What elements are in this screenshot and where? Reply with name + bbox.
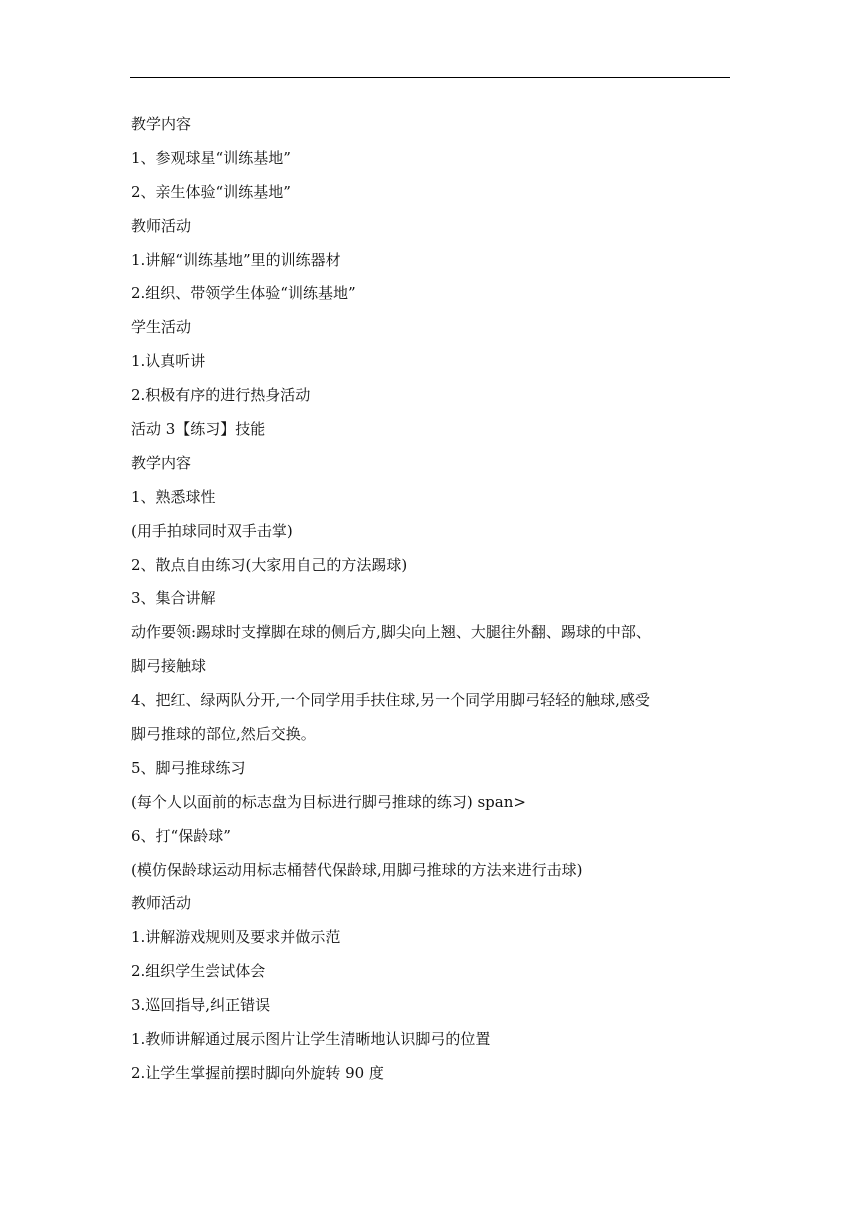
activity-heading: 活动 3【练习】技能 — [131, 420, 266, 439]
section-heading-teacher-activity: 教师活动 — [131, 216, 192, 235]
section-heading-student-activity: 学生活动 — [131, 318, 192, 337]
text-line: 1.讲解“训练基地”里的训练器材 — [131, 250, 341, 269]
text-line: (模仿保龄球运动用标志桶替代保龄球,用脚弓推球的方法来进行击球) — [131, 860, 583, 879]
text-line: 1.讲解游戏规则及要求并做示范 — [131, 928, 341, 947]
text-line: 3、集合讲解 — [131, 589, 216, 608]
text-line: 2、亲生体验“训练基地” — [131, 182, 291, 201]
text-line: 4、把红、绿两队分开,一个同学用手扶住球,另一个同学用脚弓轻轻的触球,感受 — [131, 691, 650, 710]
text-line: 2.组织学生尝试体会 — [131, 962, 266, 981]
text-line: 6、打“保龄球” — [131, 826, 231, 845]
text-line: 2.组织、带领学生体验“训练基地” — [131, 284, 356, 303]
text-line: (每个人以面前的标志盘为目标进行脚弓推球的练习) span> — [131, 792, 526, 811]
text-line: 1.教师讲解通过展示图片让学生清晰地认识脚弓的位置 — [131, 1030, 491, 1049]
text-line: 2.积极有序的进行热身活动 — [131, 386, 311, 405]
text-line: 1.认真听讲 — [131, 352, 206, 371]
text-line: 脚弓推球的部位,然后交换。 — [131, 725, 316, 744]
header-rule — [130, 77, 730, 78]
text-line: 2、散点自由练习(大家用自己的方法踢球) — [131, 555, 408, 574]
document-body — [131, 108, 731, 1091]
text-line: 3.巡回指导,纠正错误 — [131, 996, 271, 1015]
text-line: 5、脚弓推球练习 — [131, 758, 246, 777]
text-line: 1、参观球星“训练基地” — [131, 148, 291, 167]
section-heading-teaching-content: 教学内容 — [131, 453, 192, 472]
section-heading-teacher-activity: 教师活动 — [131, 894, 192, 913]
text-line: 脚弓接触球 — [131, 657, 207, 676]
section-heading-teaching-content: 教学内容 — [131, 115, 192, 133]
text-line: 1、熟悉球性 — [131, 487, 216, 506]
text-line: 2.让学生掌握前摆时脚向外旋转 90 度 — [131, 1063, 384, 1082]
text-line: (用手拍球同时双手击掌) — [131, 521, 293, 540]
text-line: 动作要领:踢球时支撑脚在球的侧后方,脚尖向上翘、大腿往外翻、踢球的中部、 — [131, 623, 651, 642]
